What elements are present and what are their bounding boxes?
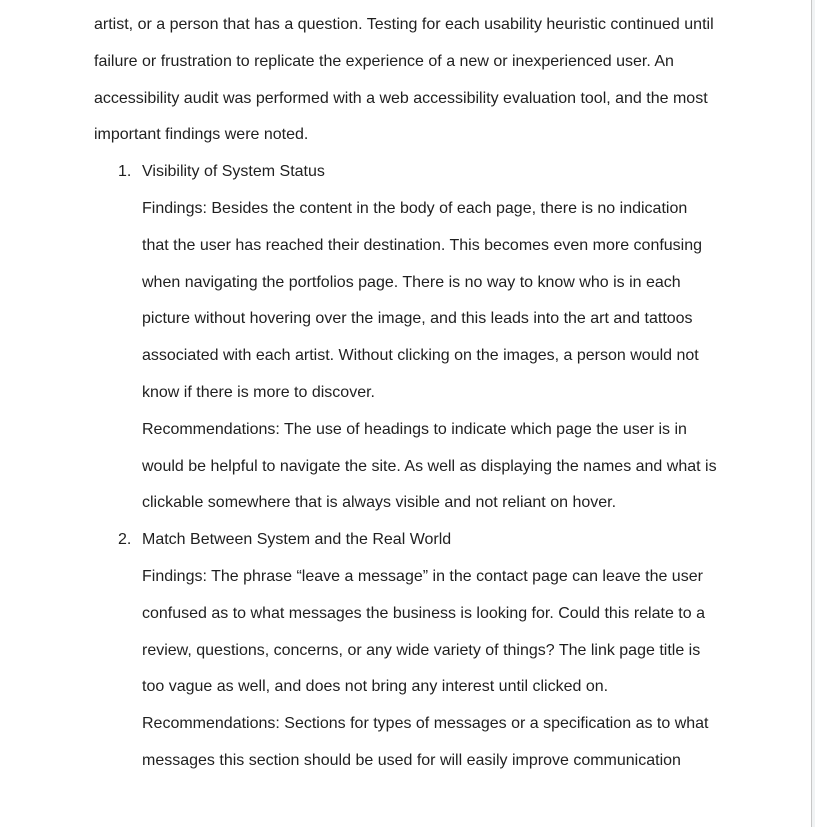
heuristic-item-2 [94, 522, 734, 780]
heuristic-item-1 [94, 154, 734, 522]
text-line: confused as to what messages the business is looking for. Could this relate to a [142, 604, 705, 622]
text-line: artist, or a person that has a question. Testing for each usability heuristic continued until [94, 16, 714, 33]
text-line: Findings: Besides the content in the body of each page, there is no indication [142, 199, 688, 217]
list-item-heading [94, 522, 734, 559]
text-line: that the user has reached their destination. This becomes even more confusing [142, 236, 703, 254]
text-line: Findings: The phrase “leave a message” in the contact page can leave the user [142, 567, 703, 585]
text-line: Recommendations: The use of headings to indicate which page the user is in [142, 420, 687, 438]
findings-paragraph [94, 559, 734, 706]
text-line: know if there is more to discover. [142, 383, 375, 401]
text-line: associated with each artist. Without clicking on the images, a person would not [142, 347, 699, 365]
text-line: failure or frustration to replicate the experience of a new or inexperienced user. An [94, 52, 674, 70]
text-line: picture without hovering over the image, and this leads into the art and tattoos [142, 310, 693, 328]
list-number: 1. [118, 163, 132, 181]
list-item-title: Match Between System and the Real World [142, 531, 452, 549]
recommendations-paragraph [94, 706, 734, 780]
findings-paragraph [94, 191, 734, 412]
document-body [94, 7, 734, 780]
intro-paragraph [94, 7, 734, 154]
recommendations-paragraph [94, 412, 734, 522]
text-line: clickable somewhere that is always visible and not reliant on hover. [142, 494, 617, 512]
list-number: 2. [118, 531, 132, 549]
text-line: would be helpful to navigate the site. As well as displaying the names and what is [142, 457, 717, 475]
text-line: messages this section should be used for will easily improve communication [142, 751, 681, 769]
list-item-title: Visibility of System Status [142, 163, 325, 181]
text-line: too vague as well, and does not bring any interest until clicked on. [142, 678, 609, 696]
text-line: Recommendations: Sections for types of messages or a specification as to what [142, 715, 709, 733]
text-line: when navigating the portfolios page. There is no way to know who is in each [142, 273, 681, 291]
text-line: review, questions, concerns, or any wide variety of things? The link page title is [142, 641, 701, 659]
text-line: accessibility audit was performed with a web accessibility evaluation tool, and the most [94, 89, 708, 107]
text-line: important findings were noted. [94, 126, 309, 144]
list-item-heading [94, 154, 734, 191]
